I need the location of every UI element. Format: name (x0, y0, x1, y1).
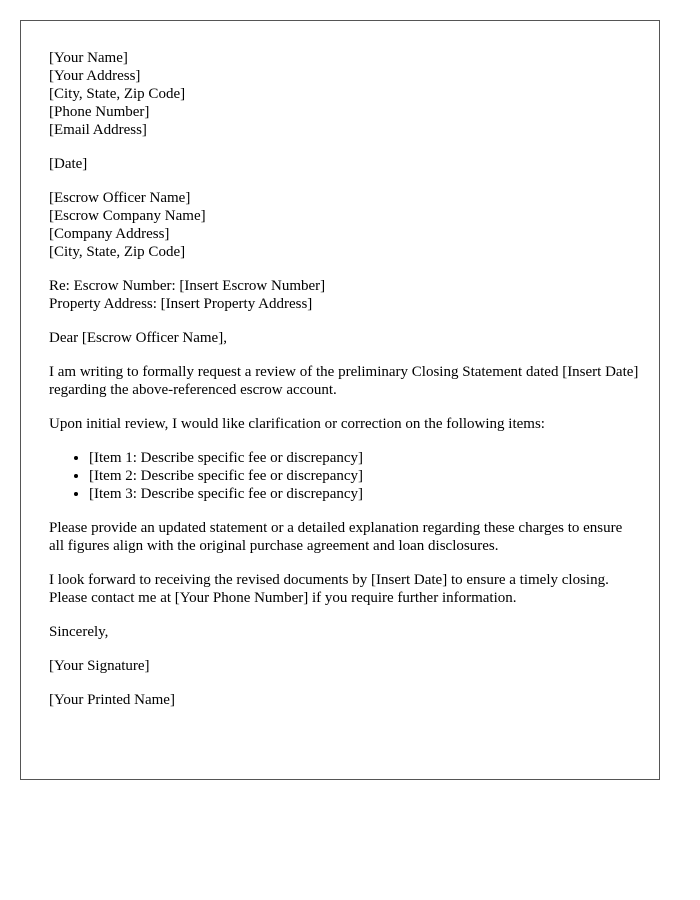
recipient-company-address: [Company Address] (49, 226, 170, 242)
closing-note-paragraph: I look forward to receiving the revised documents by [Insert Date] to ensure a timely closing. Please contact me at [Your Phone Number] if you require further information. (49, 572, 609, 606)
request-paragraph: Please provide an updated statement or a detailed explanation regarding these charges to ensure all figures align with the original purchase agreement and loan disclosures. (49, 520, 623, 554)
sender-phone: [Phone Number] (49, 104, 150, 120)
date-block (49, 155, 639, 173)
signature-placeholder: [Your Signature] (49, 658, 150, 674)
list-item: • [Item 3: Describe specific fee or discrepancy] (89, 485, 639, 503)
recipient-block (49, 189, 639, 261)
discrepancy-list (49, 449, 639, 503)
sender-email: [Email Address] (49, 122, 147, 138)
items-lead-paragraph: Upon initial review, I would like clarification or correction on the following items: (49, 416, 545, 432)
letter-date: [Date] (49, 156, 88, 172)
sender-name: [Your Name] (49, 50, 128, 66)
list-item: • [Item 2: Describe specific fee or discrepancy] (89, 467, 639, 485)
salutation: Dear [Escrow Officer Name], (49, 330, 227, 346)
intro-paragraph: I am writing to formally request a review of the preliminary Closing Statement dated [Insert Date] regarding the above-referenced escrow account. (49, 364, 639, 398)
closing-phrase: Sincerely, (49, 624, 109, 640)
reference-escrow-number: Re: Escrow Number: [Insert Escrow Number] (49, 278, 326, 294)
letter-content (49, 49, 639, 725)
recipient-city-state-zip: [City, State, Zip Code] (49, 244, 186, 260)
recipient-company-name: [Escrow Company Name] (49, 208, 206, 224)
reference-property-address: Property Address: [Insert Property Address] (49, 296, 313, 312)
list-item: • [Item 1: Describe specific fee or discrepancy] (89, 449, 639, 467)
sender-address: [Your Address] (49, 68, 141, 84)
letter-page (20, 20, 660, 780)
printed-name: [Your Printed Name] (49, 692, 175, 708)
reference-block (49, 277, 639, 313)
sender-block (49, 49, 639, 139)
recipient-officer-name: [Escrow Officer Name] (49, 190, 191, 206)
sender-city-state-zip: [City, State, Zip Code] (49, 86, 186, 102)
